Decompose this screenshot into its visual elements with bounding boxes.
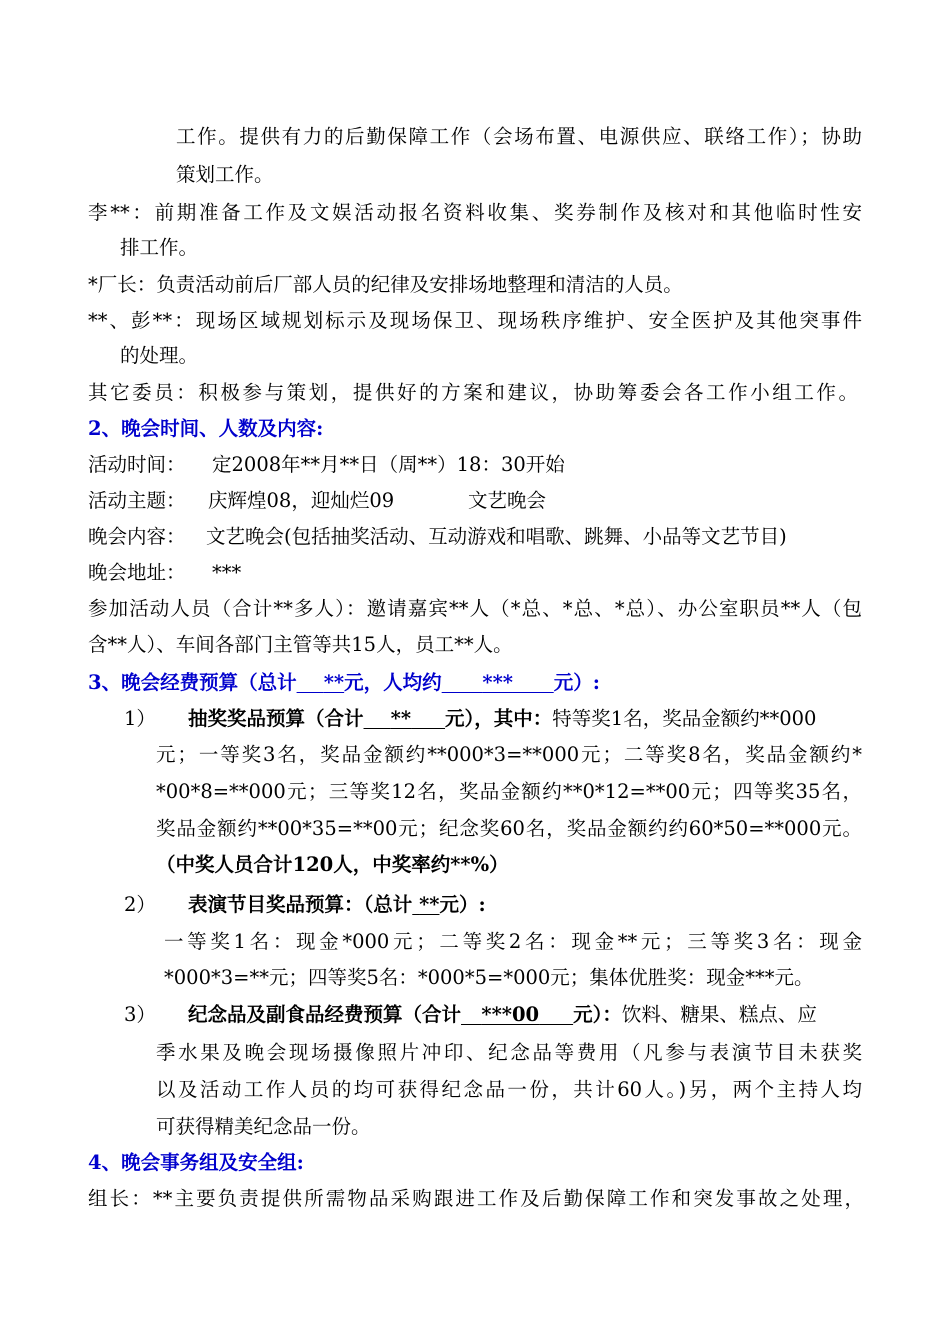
item-title-value (461, 1003, 573, 1026)
value: 定2008年**月**日（周**）18：30开始 (212, 453, 565, 476)
text: 季水果及晚会现场摄像照片冲印、纪念品等费用（凡参与表演节目未获奖 (156, 1041, 862, 1064)
value: 庆辉煌08，迎灿烂09 (208, 489, 395, 512)
item-number: 3） (124, 1003, 156, 1026)
heading-text: 2、晚会时间、人数及内容: (88, 417, 324, 440)
item-body: 特等奖1名，奖品金额约**000 (552, 707, 817, 730)
item-text (188, 704, 816, 734)
item-title: 元），其中： (445, 707, 553, 730)
item-number: 2） (124, 893, 156, 916)
text: 组长：**主要负责提供所需物品采购跟进工作及后勤保障工作和突发事故之处理， (88, 1187, 864, 1210)
heading-part: 元，人均约 (344, 671, 442, 694)
label: 活动时间： (88, 453, 186, 476)
item-title: 元）： (573, 1003, 622, 1026)
heading-avg-value: *** (482, 671, 513, 694)
heading-text (88, 668, 600, 698)
text: 可获得精美纪念品一份。 (156, 1115, 371, 1138)
text: 参加活动人员（合计**多人）：邀请嘉宾**人（*总、*总、*总）、办公室职员**人（包 (88, 597, 862, 620)
label: 活动主题： (88, 489, 186, 512)
value: ** (390, 707, 412, 730)
text: 的处理。 (120, 344, 199, 367)
heading-part: 元）: (553, 671, 600, 694)
item-title: 抽奖奖品预算（合计 (188, 707, 364, 730)
value: 文艺晚会(包括抽奖活动、互动游戏和唱歌、跳舞、小品等文艺节目) (206, 525, 787, 548)
item-body: 饮料、糖果、糕点、应 (621, 1003, 817, 1026)
text: 李**：前期准备工作及文娱活动报名资料收集、奖券制作及核对和其他临时性安 (88, 201, 862, 224)
item-title-part: 表演节目奖品预算：（总计 (188, 893, 413, 916)
heading-total (297, 671, 345, 694)
item-text (188, 1000, 817, 1030)
heading-text: 4、晚会事务组及安全组: (88, 1151, 304, 1174)
text: *000*3=**元；四等奖5名：*000*5=*000元；集体优胜奖：现金***元。 (164, 966, 814, 989)
text: 策划工作。 (176, 163, 274, 186)
text: 其它委员：积极参与策划，提供好的方案和建议，协助筹委会各工作小组工作。 (88, 381, 858, 404)
text: 排工作。 (120, 236, 199, 259)
text: （中奖人员合计120人，中奖率约**%） (156, 853, 509, 876)
text: *厂长：负责活动前后厂部人员的纪律及安排场地整理和清洁的人员。 (88, 273, 683, 296)
text: 工作。提供有力的后勤保障工作（会场布置、电源供应、联络工作）；协助 (176, 125, 862, 148)
heading-part: 3、晚会经费预算（总计 (88, 671, 297, 694)
heading-total-value: ** (323, 671, 345, 694)
item-title (188, 890, 486, 920)
value: ** (419, 893, 440, 916)
item-number: 1） (124, 707, 156, 730)
text: 一等奖1名：现金*000元；二等奖2名：现金**元；三等奖3名：现金 (164, 930, 862, 953)
item-title-value (364, 707, 446, 730)
value: 文艺晚会 (468, 489, 547, 512)
item-title: 纪念品及副食品经费预算（合计 (188, 1003, 462, 1026)
item-title-part: 元）: (439, 893, 486, 916)
text: 奖品金额约**00*35=**00元；纪念奖60名，奖品金额约约60*50=**000元。 (156, 817, 862, 840)
item-title-value (412, 893, 439, 916)
heading-avg (442, 671, 554, 694)
text: 含**人）、车间各部门主管等共15人，员工**人。 (88, 633, 513, 656)
text: 元；一等奖3名，奖品金额约**000*3=**000元；二等奖8名，奖品金额约* (156, 743, 862, 766)
text: **、彭**：现场区域规划标示及现场保卫、现场秩序维护、安全医护及其他突事件 (88, 309, 862, 332)
value: *** (212, 561, 242, 584)
text: *00*8=**000元；三等奖12名，奖品金额约**0*12=**00元；四等奖35名， (156, 780, 862, 803)
text: 以及活动工作人员的均可获得纪念品一份，共计60人。)另，两个主持人均 (156, 1078, 862, 1101)
label: 晚会地址： (88, 561, 186, 584)
label: 晚会内容： (88, 525, 186, 548)
value: ***00 (481, 1003, 540, 1026)
